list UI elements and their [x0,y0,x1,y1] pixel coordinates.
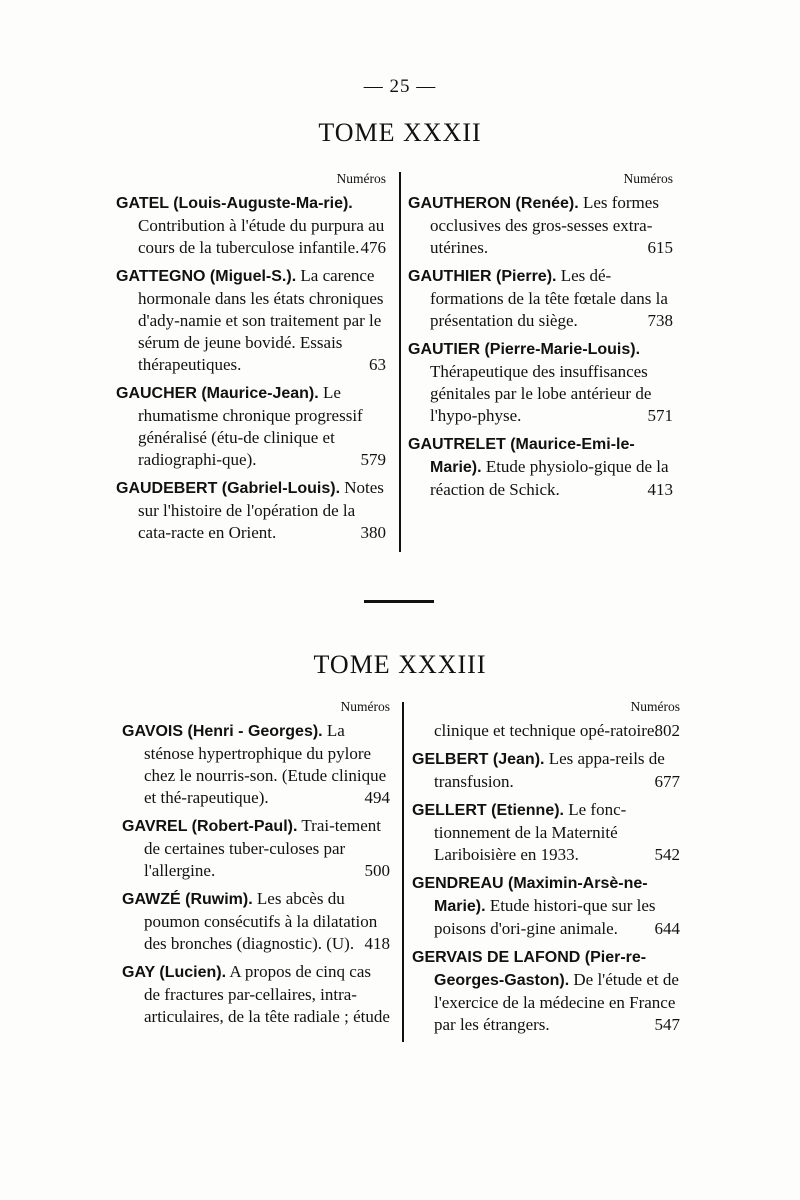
entry-number: 615 [647,238,673,257]
entry-text: clinique et technique opé-ratoire. [434,721,659,740]
thesis-title: Le fonc-tionnement de la Maternité Lariboisière en 1933. [434,800,627,864]
entry-number: 571 [647,406,673,425]
entry-number: 738 [647,311,673,330]
thesis-title: Etude physiolo-gique de la réaction de Schick. [430,457,669,499]
index-entry [412,799,680,866]
thesis-title: Les dé-formations de la tête fœtale dans la présentation du siège. [430,266,668,330]
entries-list [412,748,680,1036]
index-entry [412,872,680,940]
author-name: GAVOIS (Henri - Georges). [122,723,323,740]
entry-number: 380 [360,523,386,542]
numeros-label: Numéros [623,171,673,186]
section-divider [364,600,434,603]
thesis-title: Les abcès du poumon consécutifs à la dilatation des bronches (diagnostic). (U). [144,889,378,953]
index-entry [408,265,673,332]
index-entry [122,815,390,882]
author-name: GAY (Lucien). [122,964,227,981]
entry-number: 476 [360,238,386,257]
thesis-title: A propos de cinq cas de fractures par-cellaires, intra-articulaires, de la tête radiale ; étude [144,962,390,1026]
index-entry [116,192,386,259]
thesis-title: La carence hormonale dans les états chroniques d'ady-namie et son traitement par le sérum de jeune bovidé. Essais thérapeutiques. [138,266,384,374]
thesis-title: Les formes occlusives des gros-sesses extra-utérines. [430,193,659,257]
numeros-label: Numéros [340,699,390,714]
author-name: GELBERT (Jean). [412,751,545,768]
entry-text [122,888,390,955]
author-name: GATTEGNO (Miguel-S.). [116,268,297,285]
thesis-title: Etude histori-que sur les poisons d'ori-gine animale. [434,896,656,938]
tome-32-right-column [408,170,673,507]
entry-number: 802 [654,721,680,740]
index-entry [116,265,386,376]
tome-32-left-column [116,170,386,550]
entry-number: 494 [364,788,390,807]
tome-33-title: TOME XXXIII [313,650,487,679]
thesis-title: Le rhumatisme chronique progressif généralisé (étu-de clinique et radiographi-que). [138,383,363,469]
author-name: GAVREL (Robert-Paul). [122,818,298,835]
entry-text [122,961,390,1028]
numeros-label: Numéros [336,171,386,186]
entry-number: 644 [654,919,680,938]
thesis-title: Contribution à l'étude du purpura au cours de la tuberculose infantile. [138,216,385,257]
entry-number: 418 [364,934,390,953]
author-name: GAUTRELET (Maurice-Emi-le-Marie). [408,436,635,476]
author-name: GAWZÉ (Ruwim). [122,891,253,908]
author-name: GATEL (Louis-Auguste-Ma-rie). [116,195,353,212]
author-name: GAUTHERON (Renée). [408,195,579,212]
entry-number: 542 [654,845,680,864]
entry-text [116,192,386,259]
author-name: GENDREAU (Maximin-Arsè-ne-Marie). [412,875,648,915]
index-entry [116,477,386,544]
thesis-title: La sténose hypertrophique du pylore chez le nourris-son. (Etude clinique et thé-rapeutique). [144,721,387,807]
index-entry [116,382,386,471]
entry-number: 413 [647,480,673,499]
entry-number: 579 [360,450,386,469]
entry-number: 677 [654,772,680,791]
entries-list [116,192,386,544]
entry-number: 63 [369,355,386,374]
author-name: GAUTHIER (Pierre). [408,268,557,285]
author-name: GERVAIS DE LAFOND (Pier-re-Georges-Gaston). [412,949,647,989]
entries-list [122,720,390,1028]
page-number: — 25 — [363,76,437,97]
author-name: GAUTIER (Pierre-Marie-Louis). [408,341,641,358]
index-entry [408,192,673,259]
index-entry [412,946,680,1036]
numeros-label: Numéros [630,699,680,714]
thesis-title: Trai-tement de certaines tuber-culoses par l'allergine. [144,816,382,880]
entry-number: 500 [364,861,390,880]
index-entry [412,748,680,793]
tome-33-left-column [122,698,390,1026]
index-entry [122,961,390,1028]
tome-33-right-column [412,698,680,1042]
thesis-title: Les appa-reils de transfusion. [434,749,665,791]
column-divider [402,702,404,1042]
author-name: GAUCHER (Maurice-Jean). [116,385,319,402]
tome-32-title: TOME XXXII [318,118,482,147]
index-entry [122,888,390,955]
column-divider [399,172,401,552]
entry-continuation [412,720,680,742]
author-name: GAUDEBERT (Gabriel-Louis). [116,480,341,497]
thesis-title: Notes sur l'histoire de l'opération de la cata-racte en Orient. [138,478,384,542]
entry-number: 547 [654,1015,680,1034]
thesis-title: Thérapeutique des insuffisances génitales par le lobe antérieur de l'hypo-physe. [430,362,652,425]
thesis-title: De l'étude et de l'exercice de la médecine en France par les étrangers. [434,970,679,1034]
entries-list [408,192,673,501]
index-entry [408,433,673,501]
index-entry [408,338,673,427]
author-name: GELLERT (Etienne). [412,802,564,819]
index-entry [122,720,390,809]
